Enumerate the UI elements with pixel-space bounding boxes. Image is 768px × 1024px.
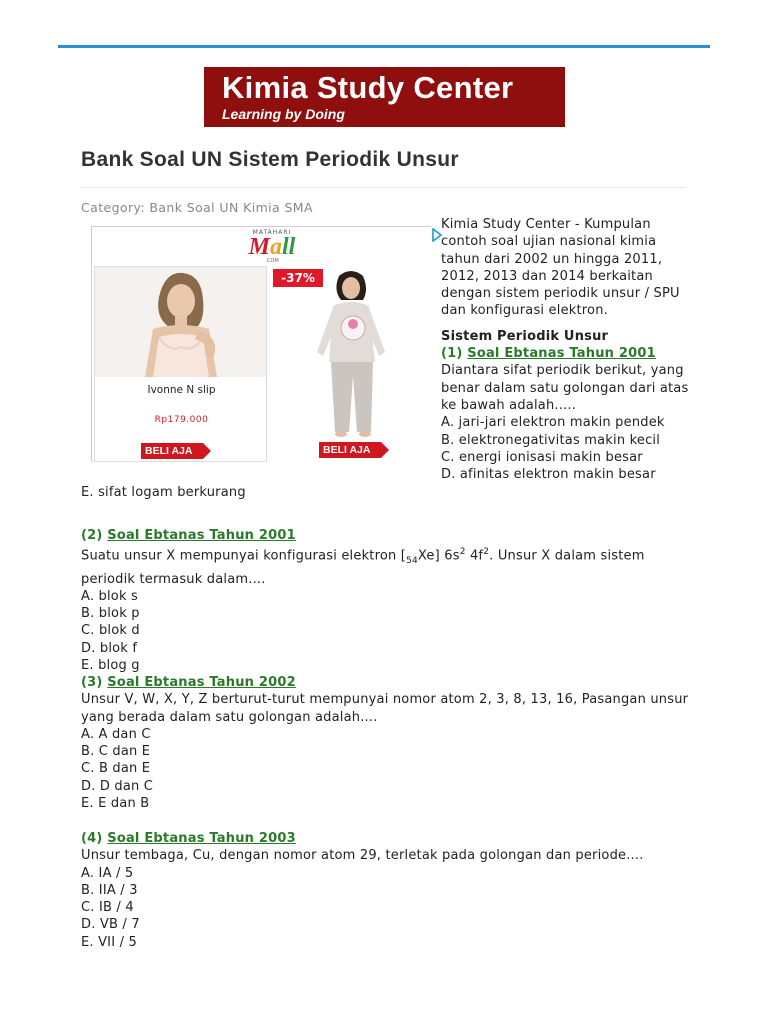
answer-option: A. jari-jari elektron makin pendek	[441, 415, 665, 431]
product-model-image	[273, 266, 429, 442]
question-4	[81, 830, 691, 951]
answer-option: E. E dan B	[81, 796, 150, 812]
title-divider	[81, 187, 685, 188]
answer-option: C. blok d	[81, 623, 140, 639]
question-stem: Diantara sifat periodik berikut, yang benar dalam satu golongan dari atas ke bawah adalah.....	[441, 363, 689, 413]
answer-option: B. IIA / 3	[81, 882, 138, 898]
brand-com-text: .COM	[265, 258, 279, 264]
answer-option: B. elektronegativitas makin kecil	[441, 432, 661, 448]
intro-column	[441, 216, 691, 483]
brand-small-text: MATAHARI	[252, 229, 292, 236]
answer-option: D. D dan C	[81, 778, 154, 794]
top-divider	[58, 45, 710, 48]
question-1-tail	[81, 484, 691, 501]
question-heading	[441, 345, 691, 362]
question-2	[81, 527, 691, 674]
product-model-image	[95, 267, 266, 377]
question-stem: Unsur tembaga, Cu, dengan nomor atom 29, terletak pada golongan dan periode....	[81, 848, 644, 864]
question-heading	[81, 830, 691, 847]
answer-option: D. blok f	[81, 640, 138, 656]
site-logo[interactable]	[204, 67, 565, 127]
answer-option: A. IA / 5	[81, 865, 134, 881]
answer-option: D. afinitas elektron makin besar	[441, 467, 656, 483]
question-heading	[81, 674, 691, 691]
question-source-link[interactable]: Soal Ebtanas Tahun 2003	[107, 831, 296, 846]
question-heading	[81, 527, 691, 544]
ad-product-card[interactable]	[273, 266, 429, 462]
question-number: (3)	[81, 675, 103, 690]
answer-option: D. VB / 7	[81, 917, 140, 933]
page-title: Bank Soal UN Sistem Periodik Unsur	[81, 148, 459, 171]
question-number: (2)	[81, 528, 103, 543]
answer-option: A. A dan C	[81, 726, 151, 742]
answer-option: B. blok p	[81, 606, 140, 622]
product-price: Rp179.000	[154, 415, 209, 425]
category-label[interactable]: Category: Bank Soal UN Kimia SMA	[81, 200, 313, 215]
section-heading: Sistem Periodik Unsur	[441, 328, 609, 344]
brand-mall-text: Mall	[248, 234, 296, 260]
question-source-link[interactable]: Soal Ebtanas Tahun 2002	[107, 675, 296, 690]
ad-product-card[interactable]	[94, 266, 267, 462]
discount-badge: -37%	[273, 269, 323, 287]
question-number: (1)	[441, 346, 463, 362]
question-source-link[interactable]: Soal Ebtanas Tahun 2001	[107, 528, 296, 543]
buy-button[interactable]: BELI AJA	[319, 442, 389, 458]
answer-option: C. IB / 4	[81, 900, 134, 916]
question-3	[81, 674, 691, 812]
question-number: (4)	[81, 831, 103, 846]
buy-button[interactable]: BELI AJA	[141, 443, 211, 459]
answer-option: B. C dan E	[81, 744, 151, 760]
brand-logo[interactable]	[227, 229, 317, 265]
logo-title: Kimia Study Center	[222, 70, 514, 105]
product-name: Ivonne N slip	[147, 384, 216, 396]
answer-option: C. energi ionisasi makin besar	[441, 449, 643, 465]
intro-text: Kimia Study Center - Kumpulan contoh soal ujian nasional kimia tahun dari 2002 un hingga 2011, 2012, 2013 dan 2014 berkaitan dengan sistem periodik unsur / SPU dan konfigurasi elektron.	[441, 217, 680, 319]
answer-option: E. VII / 5	[81, 934, 137, 950]
logo-tagline: Learning by Doing	[222, 106, 345, 122]
answer-option: E. blog g	[81, 658, 140, 673]
question-source-link[interactable]: Soal Ebtanas Tahun 2001	[467, 346, 656, 362]
question-stem: Suatu unsur X mempunyai konfigurasi elektron $[_{54}Xe]$ $6s^2$ $4f^2$. Unsur X dalam sistem periodik termasuk dalam....	[81, 547, 645, 587]
question-stem: Unsur V, W, X, Y, Z berturut-turut mempunyai nomor atom 2, 3, 8, 13, 16, Pasangan unsur yang berada dalam satu golongan adalah....	[81, 692, 689, 725]
advertisement[interactable]	[91, 226, 431, 462]
answer-option: C. B dan E	[81, 761, 151, 777]
answer-option: E. sifat logam berkurang	[81, 485, 246, 500]
answer-option: A. blok s	[81, 588, 138, 604]
